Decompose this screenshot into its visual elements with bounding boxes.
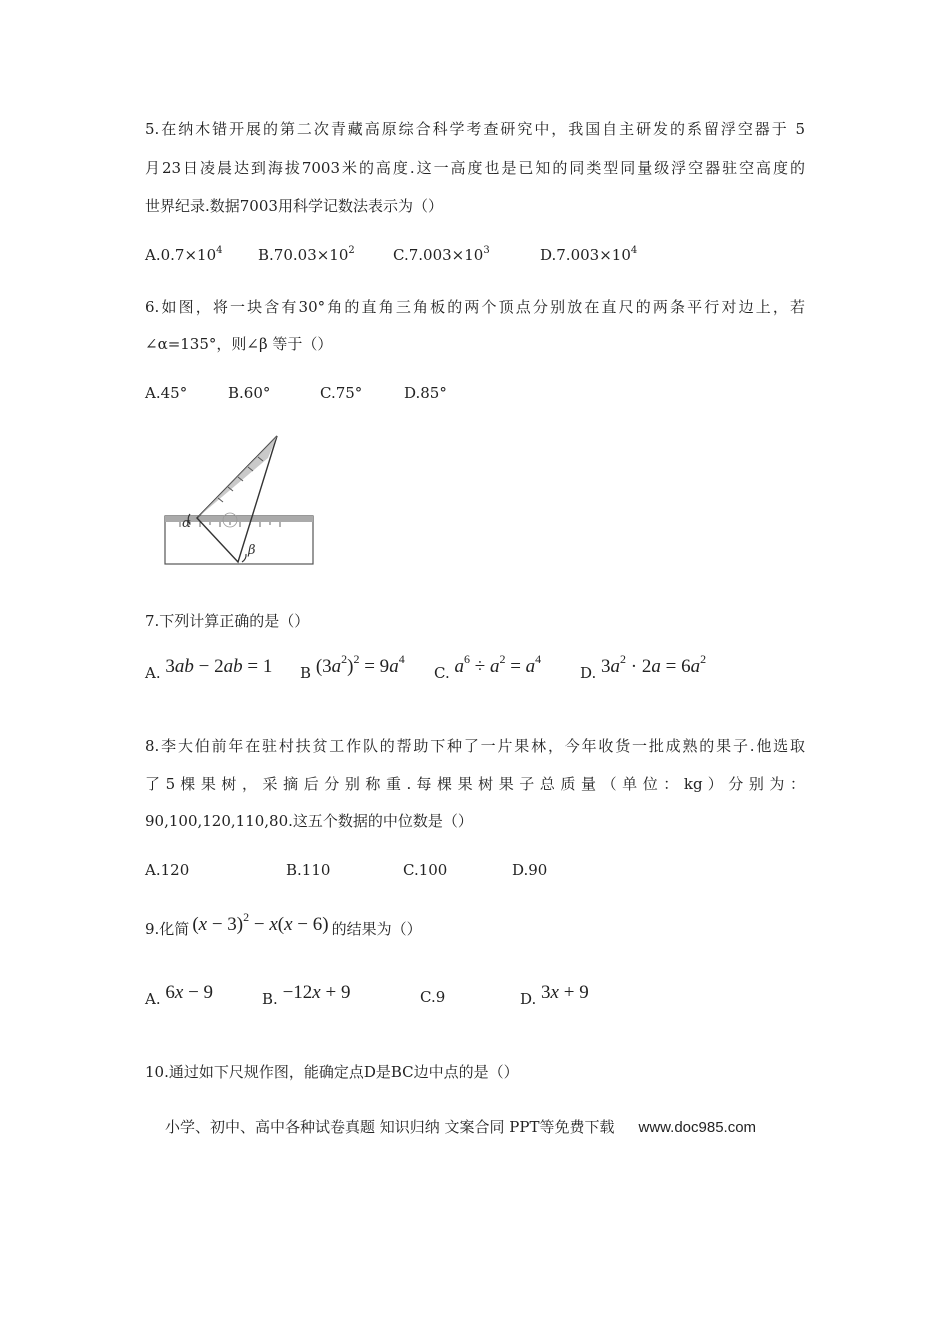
ruler-triangle-figure <box>160 430 320 570</box>
q5-line-2: 月23日凌晨达到海拔7003米的高度.这一高度也是已知的同类型同量级浮空器驻空高度的 <box>145 159 805 177</box>
q5-option-a: $A.0.7\times 10^4$ <box>145 245 223 264</box>
q7-option-d: D. $3a^2 \cdot 2a = 6a^2$ <box>580 652 707 682</box>
q5-option-d: $D.7.003\times 10^4$ <box>540 245 638 264</box>
q9-option-c: C.9 <box>420 988 446 1006</box>
beta-label: β <box>248 543 256 558</box>
q5-option-c: $C.7.003\times 10^3$ <box>393 245 490 264</box>
footer <box>165 1116 756 1137</box>
q7-option-c: C. $a^6 \div a^2 = a^4$ <box>434 652 542 682</box>
q7-option-a: A. 3ab − 2ab = 1 <box>145 656 273 682</box>
q9-option-d: D. 3x + 9 <box>520 982 589 1008</box>
q6-option-a: A.45° <box>145 384 188 402</box>
q6-line-2: ∠α=135°，则∠β 等于（） <box>145 335 333 353</box>
q8-option-b: B.110 <box>286 861 331 879</box>
q8-line-1: 8.李大伯前年在驻村扶贫工作队的帮助下种了一片果林，今年收货一批成熟的果子.他选取 <box>145 737 805 755</box>
footer-site-link[interactable]: www.doc985.com <box>638 1119 757 1136</box>
q9-option-a: A. 6x − 9 <box>145 982 214 1008</box>
q5-line-3: 世界纪录.数据7003用科学记数法表示为（） <box>145 197 443 215</box>
q6-option-c: C.75° <box>320 384 363 402</box>
q9-option-b: B. −12x + 9 <box>262 982 351 1008</box>
alpha-label: α <box>182 516 191 531</box>
q7-stem: 7.下列计算正确的是（） <box>145 612 310 630</box>
q8-option-c: C.100 <box>403 861 448 879</box>
q10-stem: 10.通过如下尺规作图，能确定点D是BC边中点的是（） <box>145 1063 519 1081</box>
q6-option-b: B.60° <box>228 384 271 402</box>
q5-option-b: $B.70.03\times 10^2$ <box>258 245 355 264</box>
q6-option-d: D.85° <box>404 384 447 402</box>
q5-line-1: 5.在纳木错开展的第二次青藏高原综合科学考查研究中，我国自主研发的系留浮空器于 5 <box>145 120 805 138</box>
q8-option-d: D.90 <box>512 861 548 879</box>
q8-option-a: A.120 <box>145 861 190 879</box>
q8-line-2: 了 5 棵 果 树 ， 采 摘 后 分 别 称 重 . 每 棵 果 树 果 子 总 质 量 （ 单 位 ： kg ） 分 别 为 ： <box>145 775 805 793</box>
footer-text: 小学、初中、高中各种试卷真题 知识归纳 文案合同 PPT等免费下载 <box>165 1118 615 1136</box>
q6-line-1: 6.如图，将一块含有30°角的直角三角板的两个顶点分别放在直尺的两条平行对边上，若 <box>145 298 805 316</box>
q8-line-3: 90,100,120,110,80.这五个数据的中位数是（） <box>145 812 473 830</box>
q7-option-b: B $(3a^2)^2 = 9a^4$ <box>300 652 405 682</box>
q9-stem: 9.化简 $(x - 3)^2 - x(x - 6)$ 的结果为（） <box>145 910 422 938</box>
